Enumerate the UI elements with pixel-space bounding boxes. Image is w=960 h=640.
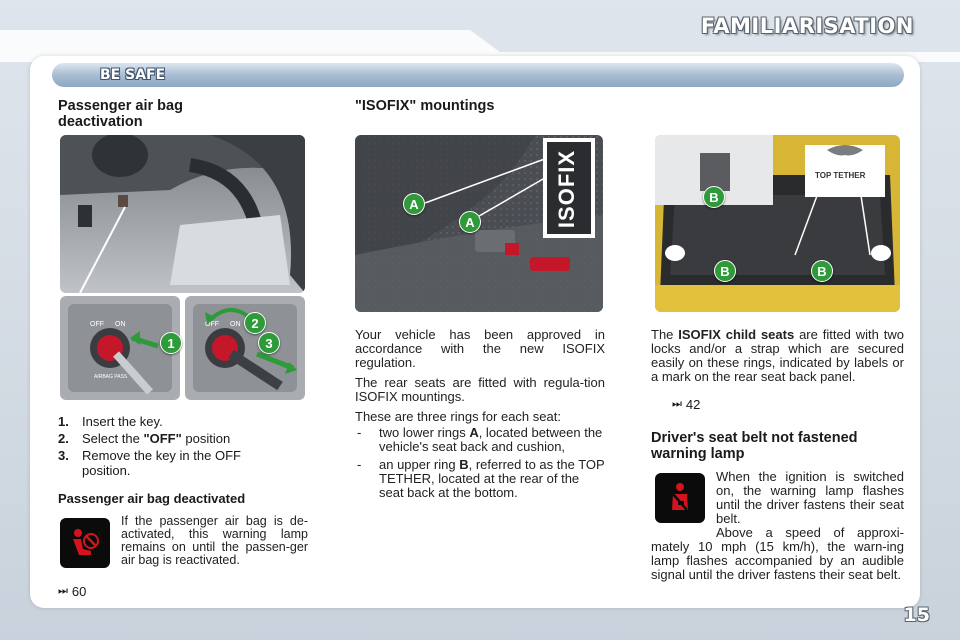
callout-b-1: B xyxy=(703,186,725,208)
switch2-off-label: OFF xyxy=(205,321,219,328)
airbag-warning-icon xyxy=(60,518,110,568)
switch2-on-label: ON xyxy=(230,321,241,328)
step-2-text xyxy=(82,431,230,446)
section-bar xyxy=(52,63,904,87)
isofix-bullet-2 xyxy=(355,458,605,500)
callout-b-2: B xyxy=(714,260,736,282)
airbag-deactivated-text: If the passenger air bag is de-activated, this warning lamp remains on until the passen-ger air bag is reactivated. xyxy=(121,514,308,567)
isofix-right-text xyxy=(651,328,904,384)
callout-1: 1 xyxy=(160,332,182,354)
isofix-plate-text: ISOFIX xyxy=(554,149,579,229)
seatbelt-warning-icon xyxy=(655,473,705,523)
section-title: BE SAFE xyxy=(100,67,166,83)
isofix-right-post: are fitted with two locks and/or a strap which are secured easily on these rings, indicated by labels or a mark on the rear seat back panel. xyxy=(651,327,904,384)
airbag-ref-page: 60 xyxy=(71,584,87,599)
seatbelt-p1: When the ignition is switched on, the warning lamp flashes until the driver fastens their seat belt. xyxy=(716,469,904,526)
airbag-heading: Passenger air bag deactivation xyxy=(58,98,183,130)
page-number: 15 xyxy=(903,604,930,626)
isofix-p2: The rear seats are fitted with regula-tion ISOFIX mountings. xyxy=(355,375,605,404)
airbag-steps xyxy=(58,414,328,480)
callout-b-3: B xyxy=(811,260,833,282)
step-2-pre: Select the xyxy=(82,431,144,446)
bullet-1-pre: two lower rings xyxy=(379,425,470,440)
trunk-photo xyxy=(655,135,900,312)
seatbelt-p2: Above a speed of approxi-mately 10 mph (15 km/h), the warn-ing lamp flashes accompanied by an audible signal until the driver fastens their seat belt. xyxy=(651,525,904,582)
ref-arrow-icon: ⏭ xyxy=(58,585,68,597)
isofix-label-plate xyxy=(545,143,589,235)
isofix-heading: "ISOFIX" mountings xyxy=(355,98,495,114)
airbag-deactivated-heading: Passenger air bag deactivated xyxy=(58,491,246,506)
airbag-ref xyxy=(58,584,86,599)
step-1-number: 1. xyxy=(58,414,69,429)
step-2 xyxy=(58,431,328,446)
switch-on-label: ON xyxy=(115,321,126,328)
callout-3: 3 xyxy=(258,332,280,354)
callout-2: 2 xyxy=(244,312,266,334)
isofix-body xyxy=(355,328,605,500)
bullet-1-post: , located between the vehicle's seat back and cushion, xyxy=(379,425,603,454)
ref-arrow-icon: ⏭ xyxy=(672,398,682,410)
step-2-post: position xyxy=(181,431,231,446)
dashboard-photo xyxy=(60,135,305,293)
header-title: FAMILIARISATION xyxy=(700,14,914,38)
step-3-number: 3. xyxy=(58,448,69,463)
step-3-text: Remove the key in the OFF position. xyxy=(82,448,241,478)
step-2-bold: "OFF" xyxy=(143,431,182,446)
step-1 xyxy=(58,414,328,429)
switch-off-label: OFF xyxy=(90,321,104,328)
isofix-bullet-1 xyxy=(355,426,605,454)
bullet-2-pre: an upper ring xyxy=(379,457,460,472)
top-tether-label: TOP TETHER xyxy=(815,171,866,180)
isofix-ref-page: 42 xyxy=(685,397,701,412)
bullet-2-bold: B xyxy=(459,457,469,472)
bullet-1-bold: A xyxy=(469,425,479,440)
bullet-2-dash: - xyxy=(357,457,362,472)
callout-a-2: A xyxy=(459,211,481,233)
isofix-ref xyxy=(672,397,700,412)
callout-a-1: A xyxy=(403,193,425,215)
step-2-number: 2. xyxy=(58,431,69,446)
isofix-right-bold: ISOFIX child seats xyxy=(678,327,795,342)
seatbelt-heading: Driver's seat belt not fastened warning lamp xyxy=(651,430,858,462)
bullet-1-dash: - xyxy=(357,425,362,440)
switch-airbag-label: AIRBAG PASS xyxy=(94,374,128,380)
isofix-right-pre: The xyxy=(651,327,679,342)
step-3 xyxy=(58,448,328,478)
isofix-p1: Your vehicle has been approved in accordance with the new ISOFIX regulation. xyxy=(355,327,605,370)
airbag-switch-photo-2 xyxy=(185,296,305,400)
isofix-p3: These are three rings for each seat: xyxy=(355,409,561,424)
bullet-2-post: , referred to as the TOP TETHER, located at the rear of the seat back at the bottom. xyxy=(379,457,605,500)
step-1-text: Insert the key. xyxy=(82,414,163,429)
